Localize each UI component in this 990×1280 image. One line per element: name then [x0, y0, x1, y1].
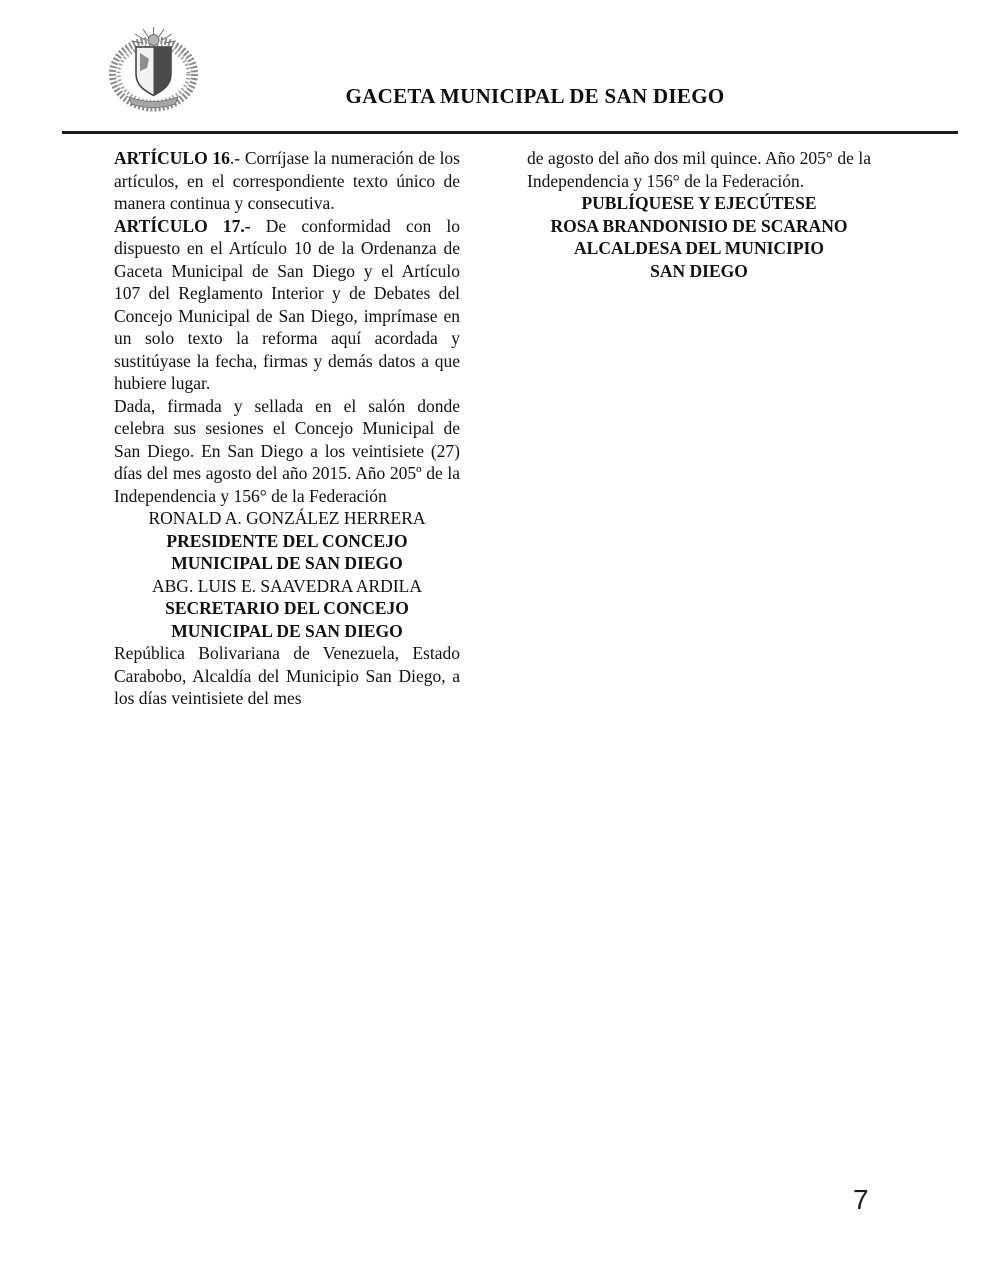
paragraph-dada: Dada, firmada y sellada en el salón donde celebra sus sesiones el Concejo Municipal de San Diego. En San Diego a los veintisiete (27) días del mes agosto del año 2015. Año 205º de la Independencia y 156° de la Federación: [114, 395, 460, 506]
president-name: RONALD A. GONZÁLEZ HERRERA: [148, 508, 426, 528]
articulo-17-label: ARTÍCULO 17.-: [114, 215, 251, 236]
secretary-name: ABG. LUIS E. SAAVEDRA ARDILA: [152, 575, 422, 596]
paragraph-continuation: de agosto del año dos mil quince. Año 205° de la Independencia y 156° de la Federación.: [527, 148, 871, 191]
president-title-line1: PRESIDENTE DEL CONCEJO: [166, 530, 408, 551]
mayor-title-line1: ALCALDESA DEL MUNICIPIO: [574, 238, 824, 258]
articulo-16-label: ARTÍCULO 16: [114, 148, 230, 168]
secretary-title-line1: SECRETARIO DEL CONCEJO: [165, 598, 409, 618]
mayor-title-line2: SAN DIEGO: [650, 260, 748, 281]
page-title: GACETA MUNICIPAL DE SAN DIEGO: [345, 84, 725, 108]
paragraph-articulo-17: [114, 215, 460, 395]
right-column: [527, 147, 871, 282]
paragraph-republica: República Bolivariana de Venezuela, Estado Carabobo, Alcaldía del Municipio San Diego, a los días veintisiete del mes: [114, 643, 460, 708]
articulo-17-text: De conformidad con lo dispuesto en el Artículo 10 de la Ordenanza de Gaceta Municipal de San Diego y el Artículo 107 del Reglamento Interior y de Debates del Concejo Municipal de San Diego, imprímase en un solo texto la reforma aquí acordada y sustitúyase la fecha, firmas y demás datos a que hubiere lugar.: [114, 215, 461, 393]
publiquese-heading: PUBLÍQUESE Y EJECÚTESE: [581, 193, 817, 213]
page-number: 7: [853, 1184, 869, 1215]
paragraph-articulo-16: [114, 147, 460, 215]
president-title-line2: MUNICIPAL DE SAN DIEGO: [171, 553, 403, 573]
left-column: [114, 147, 460, 710]
articulo-16-text: .- Corríjase la numeración de los artículos, en el correspondiente texto único de manera continua y consecutiva.: [114, 148, 460, 213]
mayor-name: ROSA BRANDONISIO DE SCARANO: [550, 215, 848, 236]
secretary-title-line2: MUNICIPAL DE SAN DIEGO: [171, 620, 403, 641]
header-divider: [62, 131, 958, 134]
